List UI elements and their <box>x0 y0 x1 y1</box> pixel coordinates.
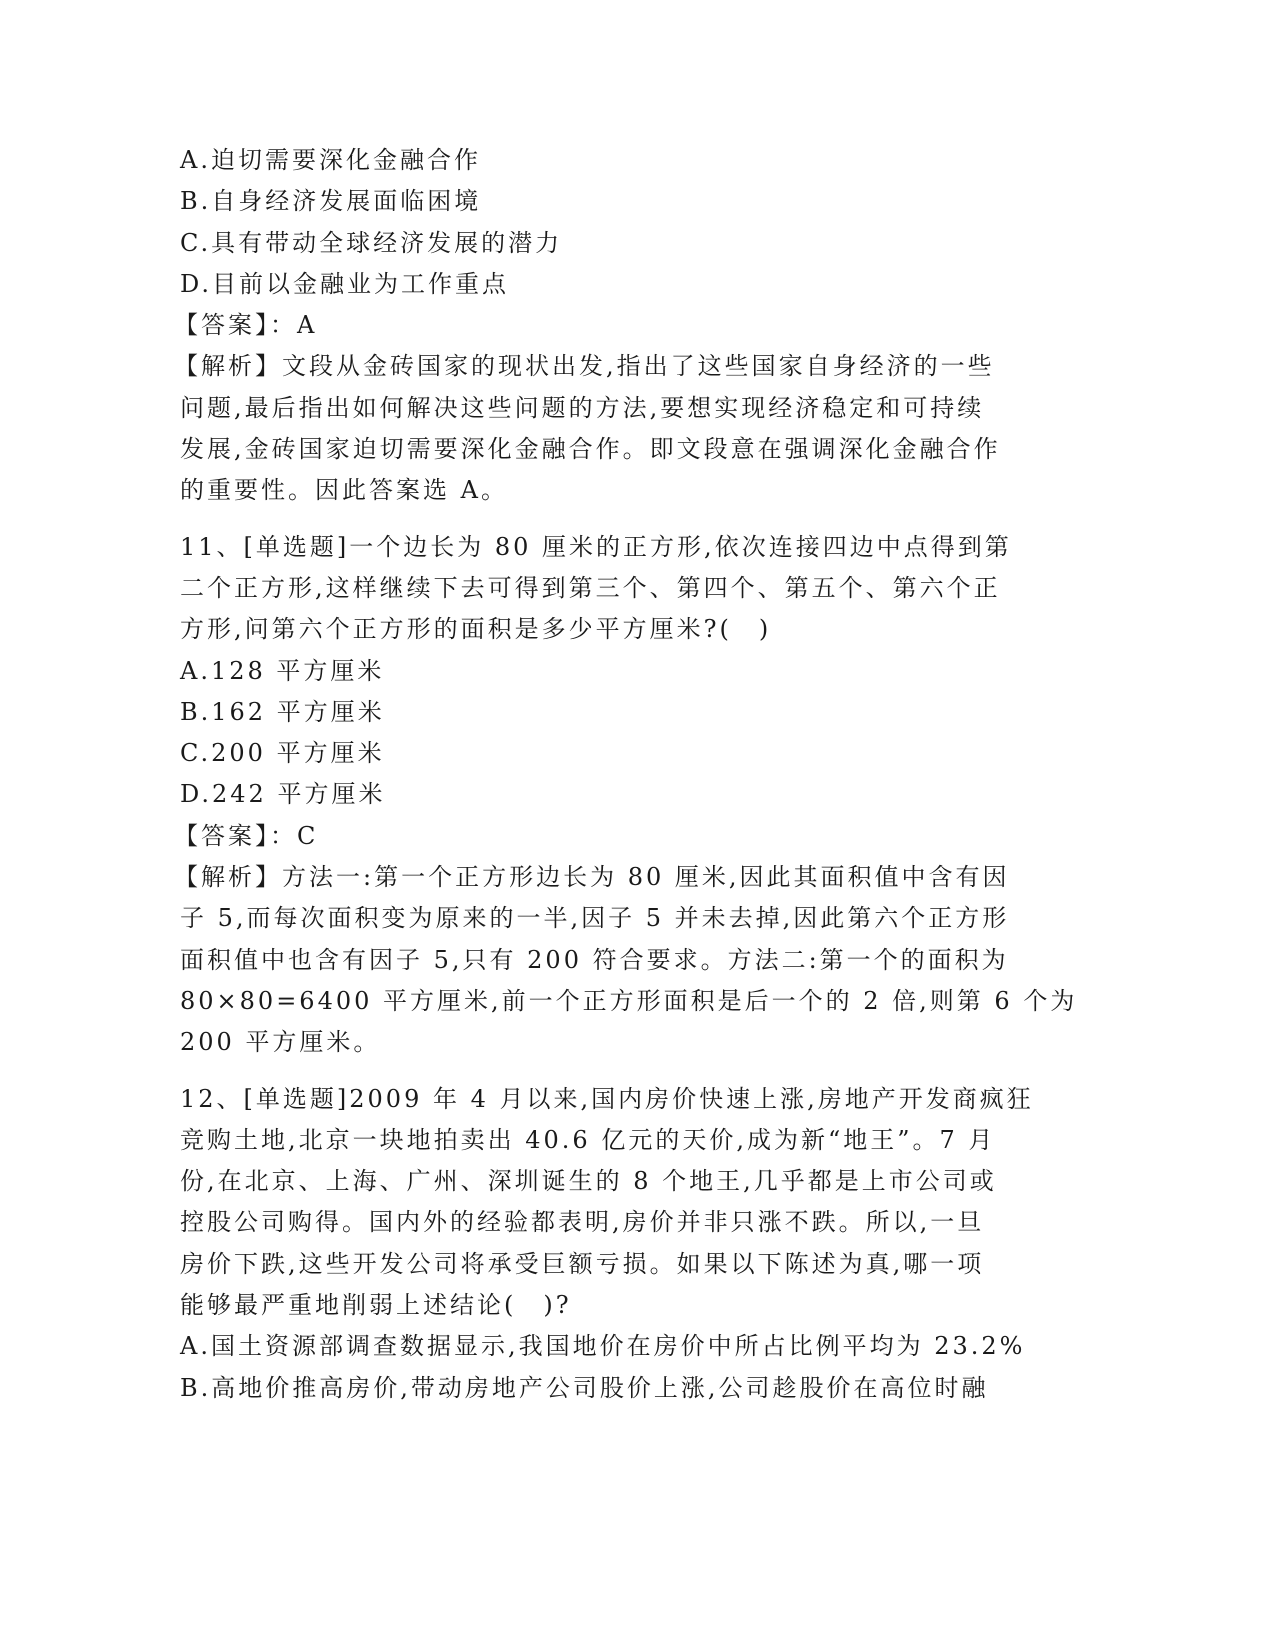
question-12-stem <box>180 1079 1040 1327</box>
analysis-line: 问题,最后指出如何解决这些问题的方法,要想实现经济稳定和可持续 <box>180 393 985 422</box>
analysis-line: 【解析】文段从金砖国家的现状出发,指出了这些国家自身经济的一些 <box>174 352 995 381</box>
question-10-answer: 【答案】：A <box>174 311 318 340</box>
document-page <box>174 140 1078 1409</box>
stem-line: 12、[单选题]2009 年 4 月以来,国内房价快速上涨,房地产开发商疯狂 <box>180 1084 1034 1113</box>
stem-line: 竞购土地,北京一块地拍卖出 40.6 亿元的天价,成为新“地王”。7 月 <box>180 1125 996 1154</box>
option-b: B.自身经济发展面临困境 <box>180 187 482 216</box>
option-c: C.200 平方厘米 <box>180 739 385 768</box>
stem-line: 份,在北京、上海、广州、深圳诞生的 8 个地王,几乎都是上市公司或 <box>180 1167 997 1196</box>
analysis-line: 子 5,而每次面积变为原来的一半,因子 5 并未去掉,因此第六个正方形 <box>180 904 1010 933</box>
question-11-answer: 【答案】：C <box>174 821 319 850</box>
question-11-analysis <box>174 857 1078 1063</box>
question-12-options <box>180 1326 1040 1409</box>
analysis-line: 80×80=6400 平方厘米,前一个正方形面积是后一个的 2 倍,则第 6 个为 <box>180 986 1078 1015</box>
option-d: D.242 平方厘米 <box>180 780 386 809</box>
question-10-analysis <box>174 346 1040 511</box>
option-d: D.目前以金融业为工作重点 <box>180 269 510 298</box>
question-10-options <box>180 140 1040 305</box>
stem-line: 二个正方形,这样继续下去可得到第三个、第四个、第五个、第六个正 <box>180 573 1001 602</box>
option-c: C.具有带动全球经济发展的潜力 <box>180 228 563 257</box>
option-a: A.国土资源部调查数据显示,我国地价在房价中所占比例平均为 23.2% <box>180 1332 1026 1361</box>
analysis-line: 200 平方厘米。 <box>180 1028 381 1057</box>
analysis-line: 发展,金砖国家迫切需要深化金融合作。即文段意在强调深化金融合作 <box>180 435 1001 464</box>
stem-line: 控股公司购得。国内外的经验都表明,房价并非只涨不跌。所以,一旦 <box>180 1208 985 1237</box>
option-a: A.128 平方厘米 <box>180 656 385 685</box>
stem-line: 能够最严重地削弱上述结论( )? <box>180 1291 572 1320</box>
question-11-options <box>180 651 1040 816</box>
stem-line: 方形,问第六个正方形的面积是多少平方厘米?( ) <box>180 615 772 644</box>
stem-line: 11、[单选题]一个边长为 80 厘米的正方形,依次连接四边中点得到第 <box>180 532 1012 561</box>
option-b: B.高地价推高房价,带动房地产公司股价上涨,公司趁股价在高位时融 <box>180 1373 989 1402</box>
option-b: B.162 平方厘米 <box>180 697 385 726</box>
question-11-stem <box>180 527 1040 651</box>
analysis-line: 【解析】方法一:第一个正方形边长为 80 厘米,因此其面积值中含有因 <box>174 863 1010 892</box>
option-a: A.迫切需要深化金融合作 <box>180 146 481 174</box>
analysis-line: 的重要性。因此答案选 A。 <box>180 476 508 505</box>
stem-line: 房价下跌,这些开发公司将承受巨额亏损。如果以下陈述为真,哪一项 <box>180 1249 985 1278</box>
analysis-line: 面积值中也含有因子 5,只有 200 符合要求。方法二:第一个的面积为 <box>180 945 1009 974</box>
